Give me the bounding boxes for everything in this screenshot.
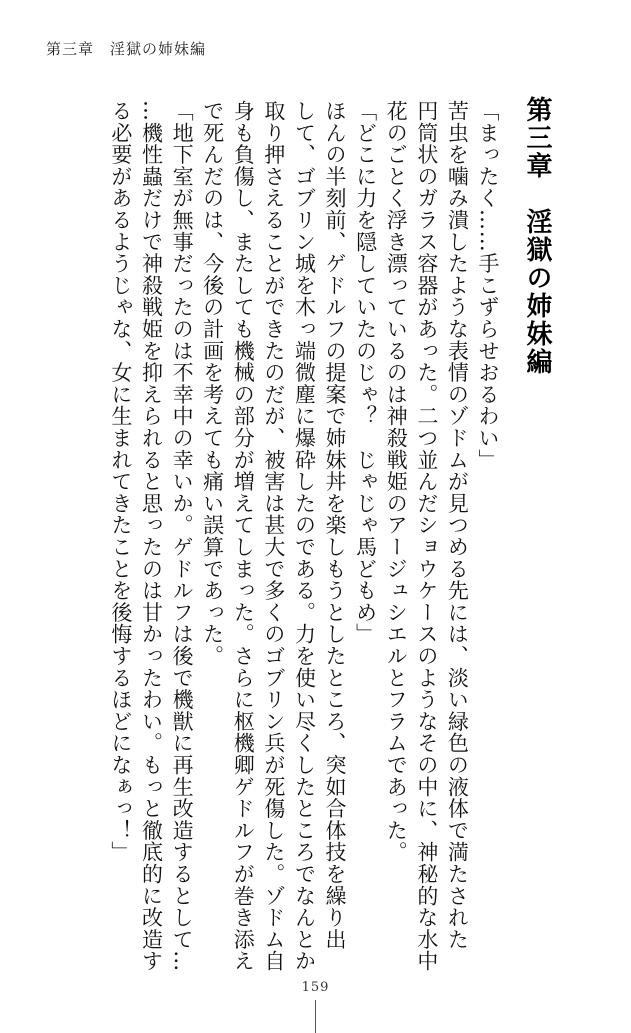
page-number: 159 (301, 980, 330, 995)
running-header: 第三章 淫獄の姉妹編 (46, 40, 207, 58)
text-line: して、ゴブリン城を木っ端微塵に爆砕したのである。力を使い尽くしたところでなんとか (292, 100, 317, 972)
text-line: る必要があるようじゃな、女に生まれてきたことを後悔するほどになぁっ！」 (108, 100, 133, 863)
text-line: ほんの半刻前、ゲドルフの提案で姉妹丼を楽しもうとしたところ、突如合体技を繰り出 (323, 100, 348, 951)
text-line: 取り押さえることができたのだが、被害は甚大で多くのゴブリン兵が死傷した。ゾドム自 (261, 100, 286, 972)
text-line: 苦虫を噛み潰したような表情のゾドムが見つめる先には、淡い緑色の液体で満たされた (445, 100, 470, 951)
text-line: 円筒状のガラス容器があった。二つ並んだショウケースのようなその中に、神秘的な水中 (414, 100, 439, 972)
text-line: 「まったく……手こずらせおるわい」 (476, 100, 500, 471)
page-footer (0, 980, 631, 995)
text-line: で死んだのは、今後の計画を考えても痛い誤算であった。 (200, 100, 225, 667)
body-text (105, 100, 503, 972)
text-line: …機性蟲だけで神殺戦姫を抑えられると思ったのは甘かったわい。もっと徹底的に改造す (139, 100, 164, 972)
text-line: 花のごとく浮き漂っているのは神殺戦姫のアージュシエルとフラムであった。 (384, 100, 409, 863)
text-line: 「地下室が無事だったのは不幸中の幸いか。ゲドルフは後で機獣に再生改造するとして… (170, 100, 195, 972)
chapter-title: 第三章 淫獄の姉妹編 (522, 96, 552, 376)
text-line: 「どこに力を隠していたのじゃ？ じゃじゃ馬どもめ」 (353, 100, 378, 645)
footer-rule (315, 1000, 316, 1033)
text-line: 身も負傷し、またしても機械の部分が増えてしまった。さらに枢機卿ゲドルフが巻き添え (231, 100, 256, 972)
